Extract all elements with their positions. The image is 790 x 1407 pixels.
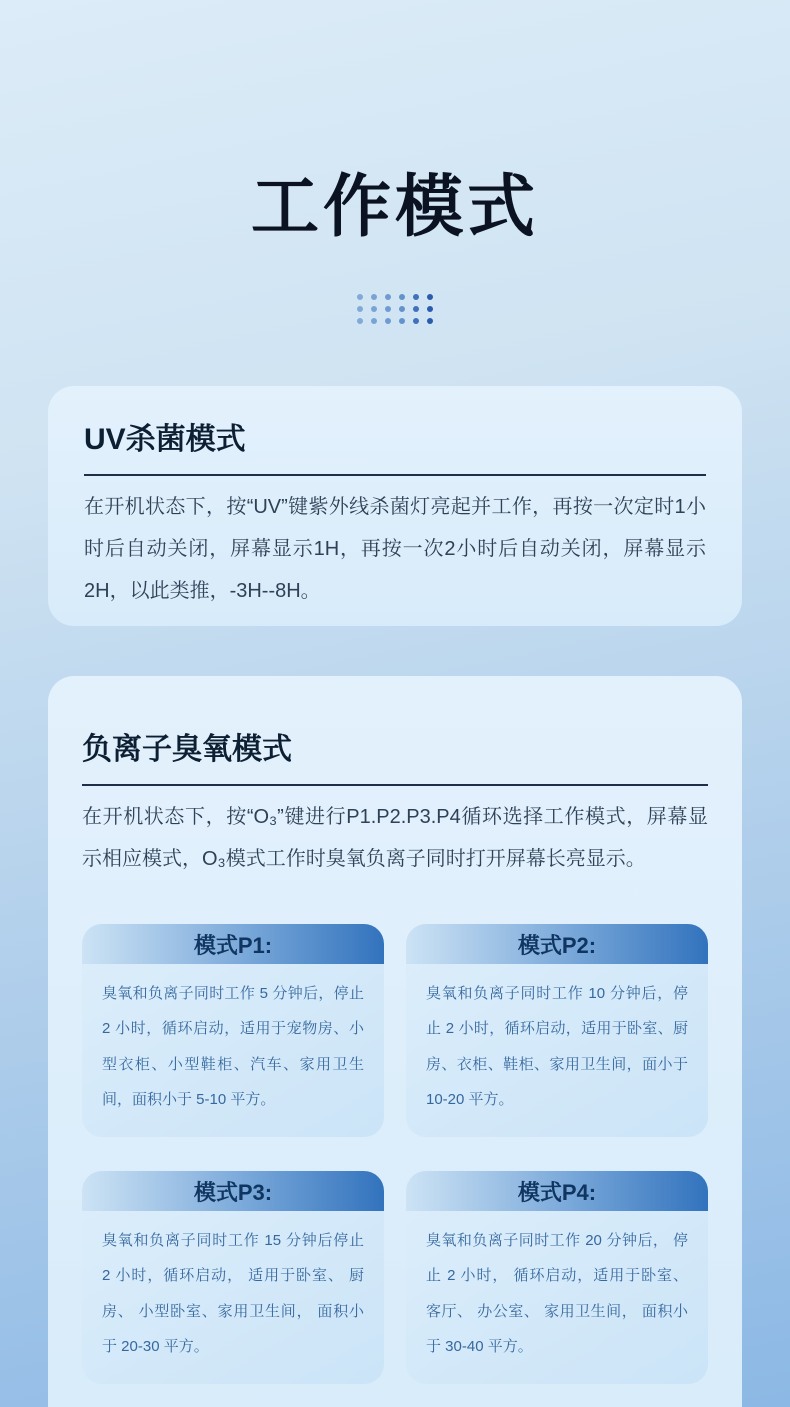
mode-grid [82, 924, 708, 1384]
mode-card-p2 [406, 924, 708, 1137]
mode-p2-header: 模式P2: [406, 924, 708, 964]
mode-p4-header: 模式P4: [406, 1171, 708, 1211]
anion-title-underline [82, 784, 708, 786]
mode-p2-description: 臭氧和负离子同时工作 10 分钟后，停止 2 小时，循环启动，适用于卧室、厨房、衣柜、鞋柜、家用卫生间，面小于 10-20 平方。 [426, 985, 688, 1108]
uv-card-description: 在开机状态下，按“UV”键紫外线杀菌灯亮起并工作，再按一次定时1小时后自动关闭，屏幕显示1H，再按一次2小时后自动关闭，屏幕显示2H，以此类推，-3H--8H。 [84, 496, 706, 603]
uv-mode-card [48, 386, 742, 626]
mode-p3-header: 模式P3: [82, 1171, 384, 1211]
dot-grid-decoration [357, 294, 433, 324]
uv-card-title: UV杀菌模式 [84, 423, 246, 457]
anion-card-description: 在开机状态下，按“O₃”键进行P1.P2.P3.P4循环选择工作模式，屏幕显示相应模式，O₃模式工作时臭氧负离子同时打开屏幕长亮显示。 [82, 806, 708, 871]
mode-p4-description: 臭氧和负离子同时工作 20 分钟后， 停止 2 小时， 循环启动，适用于卧室、 客厅、 办公室、 家用卫生间， 面积小于 30-40 平方。 [426, 1232, 688, 1355]
mode-card-p1 [82, 924, 384, 1137]
mode-card-p3 [82, 1171, 384, 1384]
mode-card-p4 [406, 1171, 708, 1384]
anion-card-title: 负离子臭氧模式 [82, 733, 292, 767]
mode-p1-header: 模式P1: [82, 924, 384, 964]
anion-ozone-mode-card [48, 676, 742, 1407]
mode-p1-description: 臭氧和负离子同时工作 5 分钟后，停止 2 小时，循环启动，适用于宠物房、小型衣柜、小型鞋柜、汽车、家用卫生间，面积小于 5-10 平方。 [102, 985, 364, 1108]
page-title: 工作模式 [250, 169, 539, 245]
uv-title-underline [84, 474, 706, 476]
mode-p3-description: 臭氧和负离子同时工作 15 分钟后停止 2 小时，循环启动， 适用于卧室、 厨房、 小型卧室、家用卫生间， 面积小于 20-30 平方。 [102, 1232, 364, 1355]
